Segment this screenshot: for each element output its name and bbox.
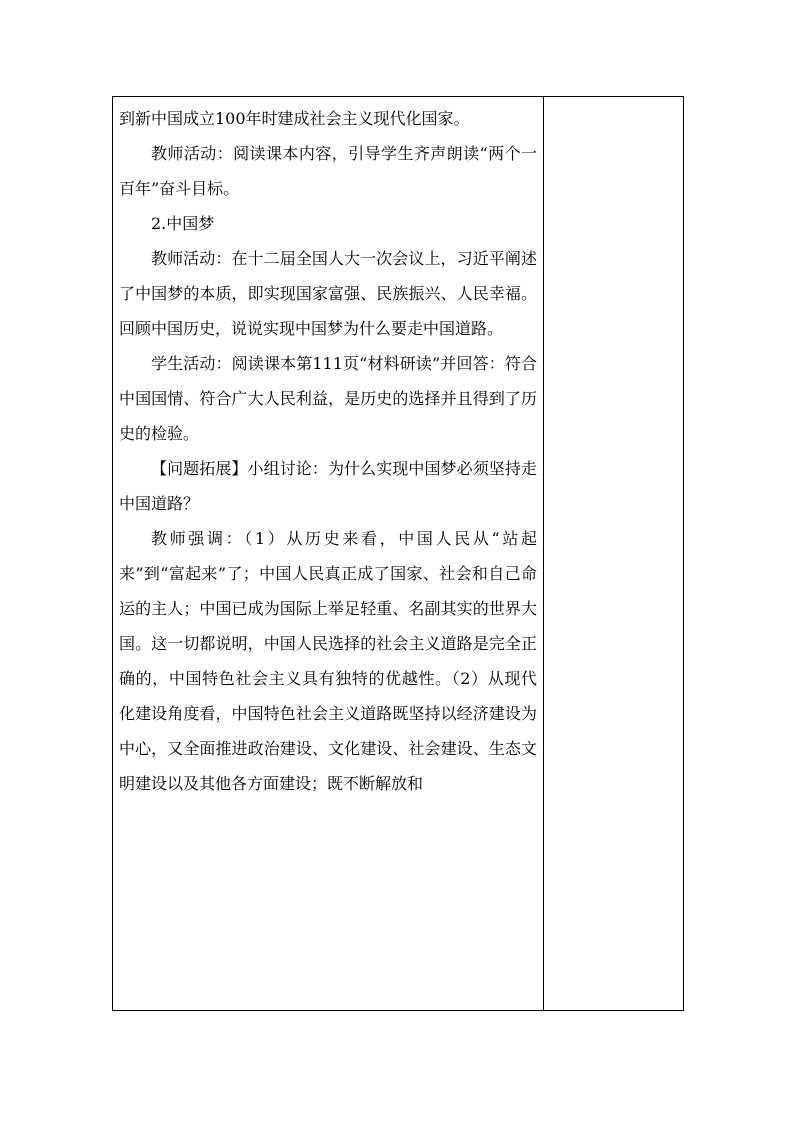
lesson-table xyxy=(112,96,684,1011)
notes-cell xyxy=(544,97,683,1010)
paragraph-6: 【问题拓展】小组讨论：为什么实现中国梦必须坚持走中国道路？ xyxy=(119,459,537,513)
lesson-content-cell xyxy=(119,101,537,801)
paragraph-1: 到新中国成立100年时建成社会主义现代化国家。 xyxy=(119,109,470,128)
paragraph-5: 学生活动：阅读课本第111页“材料研读”并回答：符合中国国情、符合广大人民利益，是历史的选择并且得到了历史的检验。 xyxy=(119,354,537,443)
paragraph-4: 教师活动：在十二届全国人大一次会议上，习近平阐述了中国梦的本质，即实现国家富强、民族振兴、人民幸福。回顾中国历史，说说实现中国梦为什么要走中国道路。 xyxy=(119,249,537,338)
paragraph-3-heading: 2.中国梦 xyxy=(151,214,215,233)
paragraph-2: 教师活动：阅读课本内容，引导学生齐声朗读“两个一百年”奋斗目标。 xyxy=(119,144,537,198)
paragraph-7: 教师强调：（1）从历史来看，中国人民从“站起来”到“富起来”了；中国人民真正成了国家、社会和自己命运的主人；中国已成为国际上举足轻重、名副其实的世界大国。这一切都说明，中国人民选择的社会主义道路是完全正确的，中国特色社会主义具有独特的优越性。（2）从现代化建设角度看，中国特色社会主义道路既坚持以经济建设为中心，又全面推进政治建设、文化建设、社会建设、生态文明建设以及其他各方面建设；既不断解放和 xyxy=(119,529,537,793)
